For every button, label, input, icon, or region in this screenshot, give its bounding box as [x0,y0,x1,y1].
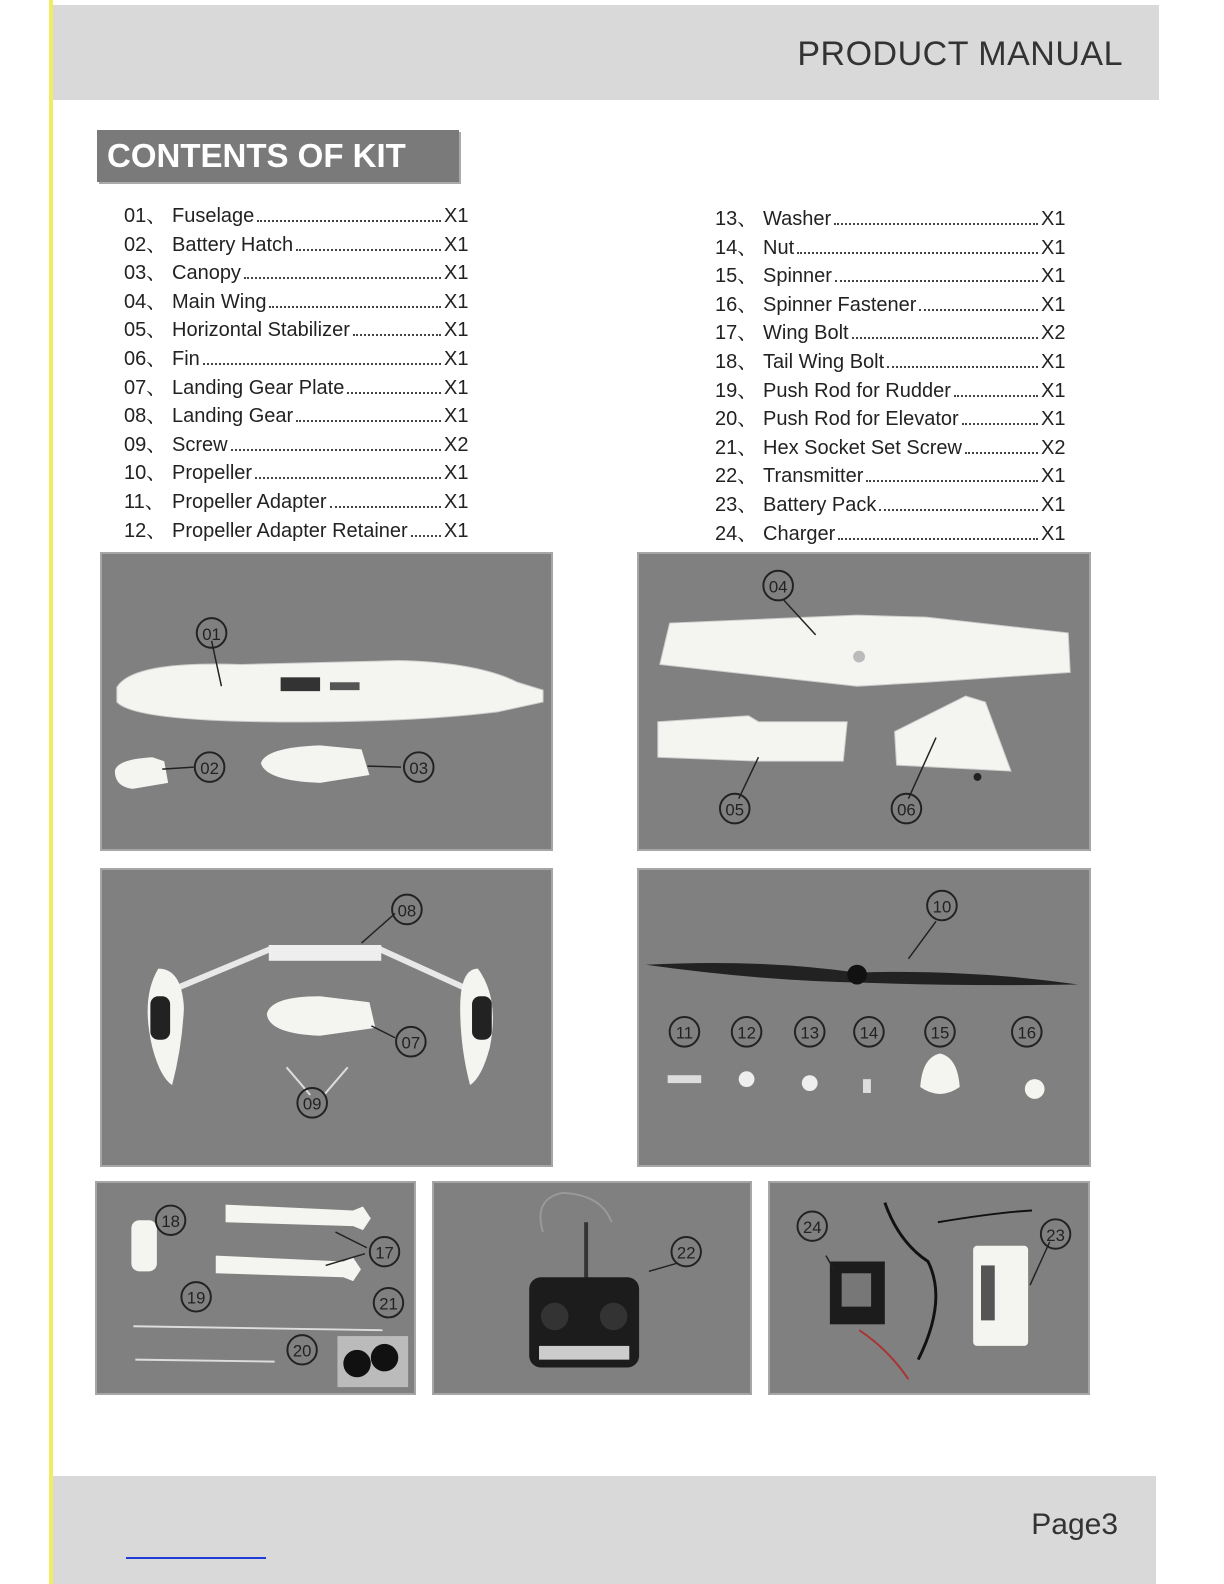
svg-text:19: 19 [186,1288,206,1308]
propeller-illustration [639,870,1089,1165]
callout-15 [925,1017,955,1047]
kit-item-qty: X1 [444,205,469,227]
kit-item-qty: X1 [444,490,469,513]
callout-02 [195,752,225,782]
svg-text:18: 18 [161,1212,180,1232]
photo-hardware [95,1181,416,1395]
photo-fuselage [100,552,553,851]
kit-item-number: 19、 [715,379,758,402]
leader-dots [296,420,441,422]
leader-dots [838,538,1038,540]
callout-19 [181,1282,210,1311]
svg-text:23: 23 [1046,1225,1065,1245]
callout-18 [156,1206,185,1235]
kit-item-qty: X1 [1041,465,1066,488]
svg-text:02: 02 [200,759,219,779]
svg-text:01: 01 [202,624,221,644]
kit-item-number: 12、 [124,519,167,542]
callout-14 [854,1017,884,1047]
kit-item-name: Nut [763,236,795,259]
kit-item-name: Spinner Fastener [763,293,917,316]
svg-text:17: 17 [375,1243,394,1263]
kit-item-number: 05、 [124,319,167,342]
leader-dots [330,506,441,508]
callout-10 [927,891,957,921]
leader-dots [296,249,441,251]
photo-propeller [637,868,1091,1167]
kit-item-name: Screw [172,433,228,456]
svg-text:07: 07 [401,1033,421,1053]
kit-item [124,456,470,485]
callout-01 [197,618,227,648]
kit-item-number: 06、 [124,347,167,370]
leader-dots [834,223,1038,225]
kit-item-name: Main Wing [172,290,267,313]
kit-item [124,285,470,314]
callout-05 [720,794,750,824]
callout-08 [392,895,422,925]
kit-item-number: 02、 [124,233,167,256]
callout-21 [374,1288,403,1317]
leader-dots [203,363,441,365]
kit-item-name: Washer [763,208,832,230]
kit-item-qty: X1 [1041,236,1066,259]
callout-22 [671,1237,700,1266]
page-edge [49,0,53,1584]
kit-item-number: 03、 [124,262,167,285]
kit-item-name: Push Rod for Elevator [763,408,959,431]
kit-item [715,288,1067,317]
svg-text:20: 20 [292,1341,312,1361]
kit-item-name: Transmitter [763,465,864,488]
svg-text:08: 08 [397,901,417,921]
kit-item-name: Hex Socket Set Screw [763,436,962,459]
leader-dots [835,280,1038,282]
kit-list-right [715,202,1067,545]
fuselage-illustration [102,554,551,849]
leader-dots [257,220,441,222]
wing-illustration [639,554,1089,849]
kit-item [715,374,1067,403]
kit-item-qty: X1 [444,376,469,399]
leader-dots [411,535,441,537]
kit-item-number: 01、 [124,205,167,227]
svg-text:13: 13 [800,1023,820,1043]
header-band [53,5,1159,100]
kit-item-number: 04、 [124,290,167,313]
kit-item-number: 10、 [124,462,167,485]
kit-item-qty: X1 [444,290,469,313]
kit-item-qty: X1 [1041,493,1066,516]
kit-item-number: 07、 [124,376,167,399]
kit-item-number: 24、 [715,522,758,545]
callout-04 [763,571,793,601]
svg-text:05: 05 [725,800,745,820]
kit-item [715,345,1067,374]
kit-item [124,485,470,514]
callout-11 [670,1017,700,1047]
callout-07 [396,1027,426,1057]
kit-item [124,256,470,285]
kit-item-number: 20、 [715,408,758,431]
kit-item-qty: X1 [444,519,469,542]
leader-dots [231,449,441,451]
leader-dots [965,452,1038,454]
svg-text:09: 09 [302,1094,322,1114]
kit-item-name: Landing Gear Plate [172,376,345,399]
kit-item [124,342,470,371]
kit-item [715,402,1067,431]
kit-item-name: Battery Hatch [172,233,294,256]
page-number: Page3 [1031,1508,1118,1541]
leader-dots [244,277,441,279]
kit-item [715,231,1067,260]
photo-charger [768,1181,1090,1395]
kit-item-qty: X1 [1041,408,1066,431]
callout-09 [297,1088,327,1118]
callout-03 [404,752,434,782]
kit-item-name: Battery Pack [763,493,877,516]
leader-dots [954,395,1038,397]
kit-item-name: Propeller [172,462,253,485]
callout-16 [1012,1017,1042,1047]
leader-dots [962,423,1038,425]
kit-item-qty: X1 [1041,522,1066,545]
kit-item-qty: X1 [444,319,469,342]
kit-item-qty: X1 [1041,379,1066,402]
leader-dots [919,309,1038,311]
svg-text:11: 11 [675,1023,694,1043]
svg-text:24: 24 [802,1218,822,1238]
callout-20 [287,1335,316,1364]
kit-item-name: Tail Wing Bolt [763,350,885,373]
leader-dots [347,392,441,394]
kit-item-name: Landing Gear [172,405,294,428]
kit-item [124,514,470,543]
leader-dots [852,337,1038,339]
svg-text:22: 22 [676,1243,696,1263]
transmitter-illustration [434,1183,750,1393]
footer-link-line [126,1557,266,1559]
kit-item [124,228,470,257]
kit-item-number: 14、 [715,236,758,259]
kit-item-qty: X1 [444,233,469,256]
kit-item [715,431,1067,460]
leader-dots [887,366,1038,368]
kit-item [124,428,470,457]
kit-item-qty: X1 [444,347,469,370]
svg-text:15: 15 [930,1023,950,1043]
kit-item-qty: X2 [444,433,469,456]
kit-item [715,517,1067,546]
kit-item-number: 08、 [124,405,167,428]
svg-text:21: 21 [379,1294,398,1314]
svg-text:03: 03 [409,759,429,779]
kit-item-qty: X1 [1041,208,1066,230]
kit-item-qty: X1 [1041,293,1066,316]
svg-text:04: 04 [768,577,788,597]
leader-dots [269,306,441,308]
svg-text:16: 16 [1017,1023,1037,1043]
kit-item-number: 11、 [124,490,165,513]
kit-item-name: Spinner [763,265,832,288]
kit-item [715,316,1067,345]
kit-item-number: 22、 [715,465,758,488]
leader-dots [879,509,1038,511]
callout-24 [798,1211,827,1240]
callout-23 [1041,1219,1070,1248]
callout-13 [795,1017,825,1047]
kit-item-number: 18、 [715,350,758,373]
kit-item-number: 15、 [715,265,758,288]
leader-dots [866,480,1038,482]
svg-text:14: 14 [859,1023,879,1043]
kit-item-qty: X1 [444,405,469,428]
header-title: PRODUCT MANUAL [797,35,1123,73]
leader-dots [255,477,441,479]
photo-landing-gear [100,868,553,1167]
kit-item [715,459,1067,488]
kit-item-qty: X1 [1041,350,1066,373]
kit-item-name: Horizontal Stabilizer [172,319,350,342]
kit-item-name: Push Rod for Rudder [763,379,951,402]
kit-item-qty: X2 [1041,436,1066,459]
kit-item [715,488,1067,517]
charger-illustration [770,1183,1088,1393]
kit-item [124,313,470,342]
kit-item-name: Fuselage [172,205,255,227]
kit-item-number: 21、 [715,436,758,459]
kit-item-number: 23、 [715,493,758,516]
kit-item-name: Canopy [172,262,241,285]
kit-item-name: Wing Bolt [763,322,849,345]
kit-item-name: Propeller Adapter [172,490,327,513]
kit-item-number: 16、 [715,293,758,316]
kit-item-qty: X1 [444,262,469,285]
landing-gear-illustration [102,870,551,1165]
kit-item-qty: X1 [1041,265,1066,288]
photo-wing [637,552,1091,851]
callout-17 [370,1237,399,1266]
kit-item-number: 09、 [124,433,167,456]
footer-band [53,1476,1156,1584]
photo-transmitter [432,1181,752,1395]
kit-item-number: 17、 [715,322,758,345]
svg-text:10: 10 [932,897,952,917]
kit-item-name: Fin [172,347,200,370]
kit-item-number: 13、 [715,208,758,230]
leader-dots [353,334,441,336]
kit-list-left [124,199,470,542]
svg-text:12: 12 [737,1023,756,1043]
kit-item-name: Charger [763,522,836,545]
leader-dots [797,252,1038,254]
kit-item-name: Propeller Adapter Retainer [172,519,408,542]
kit-item-qty: X2 [1041,322,1066,345]
svg-text:06: 06 [897,800,916,820]
hardware-illustration [97,1183,414,1393]
kit-item [715,202,1067,231]
kit-item [124,371,470,400]
callout-12 [732,1017,762,1047]
kit-item [715,259,1067,288]
kit-item-qty: X1 [444,462,469,485]
kit-item [124,399,470,428]
kit-item [124,199,470,228]
callout-06 [892,794,922,824]
section-title: CONTENTS OF KIT [97,130,459,182]
